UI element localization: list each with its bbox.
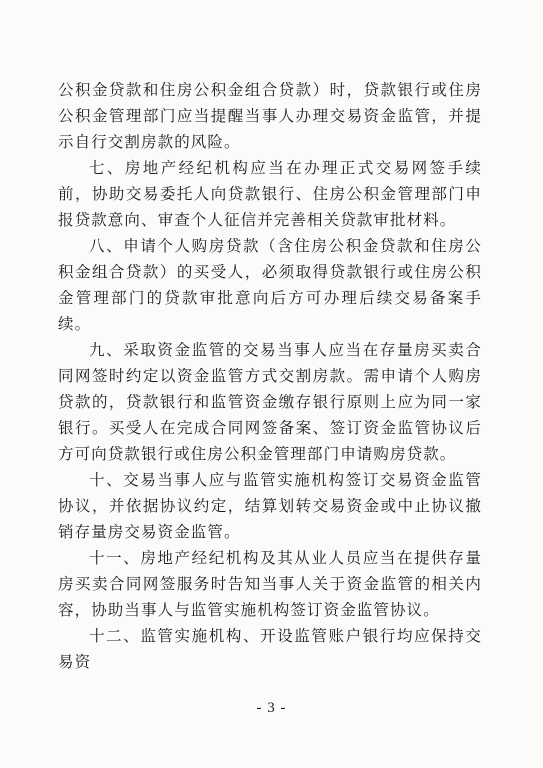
paragraph-item-12: 十二、监管实施机构、开设监管账户银行均应保持交易资 — [58, 627, 482, 671]
paragraph-item-7: 七、房地产经纪机构应当在办理正式交易网签手续前，协助交易委托人向贷款银行、住房公积金管理部门申报贷款意向、审查个人征信并完善相关贷款审批材料。 — [58, 159, 482, 229]
paragraph-item-8: 八、申请个人购房贷款（含住房公积金贷款和住房公积金组合贷款）的买受人，必须取得贷款银行或住房公积金管理部门的贷款审批意向后方可办理后续交易备案手续。 — [58, 237, 482, 333]
paragraph-item-11: 十一、房地产经纪机构及其从业人员应当在提供存量房买卖合同网签服务时告知当事人关于资金监管的相关内容，协助当事人与监管实施机构签订资金监管协议。 — [58, 549, 482, 619]
paragraph-continuation: 公积金贷款和住房公积金组合贷款）时，贷款银行或住房公积金管理部门应当提醒当事人办理交易资金监管，并提示自行交割房款的风险。 — [58, 81, 482, 151]
document-body — [58, 77, 482, 675]
page-number: - 3 - — [256, 700, 287, 716]
paragraph-item-10: 十、交易当事人应与监管实施机构签订交易资金监管协议，并依据协议约定，结算划转交易资金或中止协议撤销存量房交易资金监管。 — [58, 471, 482, 541]
paragraph-item-9: 九、采取资金监管的交易当事人应当在存量房买卖合同网签时约定以资金监管方式交割房款。需申请个人购房贷款的，贷款银行和监管资金缴存银行原则上应为同一家银行。买受人在完成合同网签备案、签订资金监管协议后方可向贷款银行或住房公积金管理部门申请购房贷款。 — [58, 341, 482, 463]
